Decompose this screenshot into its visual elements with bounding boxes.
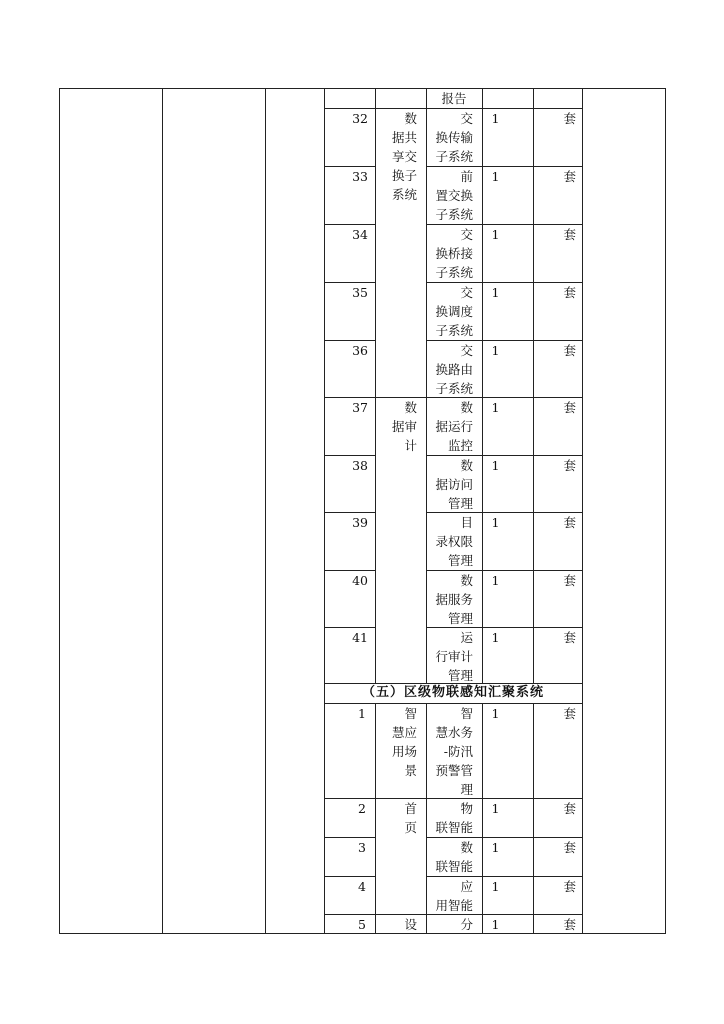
row-number: 3: [358, 840, 366, 855]
quantity: 1: [491, 573, 500, 588]
quantity: 1: [491, 111, 500, 126]
quantity: 1: [491, 458, 500, 473]
quantity: 1: [491, 917, 500, 932]
table-rule: [482, 703, 483, 933]
unit: 套: [563, 840, 576, 855]
category-name: 数 据审 计: [391, 400, 417, 453]
unit: 套: [563, 515, 576, 530]
row-number: 2: [358, 801, 366, 816]
row-number: 33: [352, 169, 368, 184]
item-name: 分: [460, 917, 473, 932]
row-number: 37: [352, 400, 368, 415]
item-name: 数 据服务 管理: [435, 573, 473, 626]
table-rule: [533, 703, 534, 933]
item-name: 数 据运行 监控: [435, 400, 473, 453]
unit: 套: [563, 706, 576, 721]
unit: 套: [563, 917, 576, 932]
item-name: 交 换传输 子系统: [435, 111, 473, 164]
unit: 套: [563, 227, 576, 242]
quantity: 1: [491, 630, 500, 645]
item-name: 物 联智能: [435, 801, 473, 835]
item-name: 交 换路由 子系统: [435, 343, 473, 396]
quantity: 1: [491, 706, 500, 721]
row-number: 36: [352, 343, 368, 358]
quantity: 1: [491, 285, 500, 300]
item-name: 交 换桥接 子系统: [435, 227, 473, 280]
item-name: 前 置交换 子系统: [435, 169, 473, 222]
row-number: 39: [352, 515, 368, 530]
item-name: 智 慧水务 -防汛 预警管 理: [435, 706, 473, 797]
unit: 套: [563, 343, 576, 358]
quantity: 1: [491, 515, 500, 530]
quantity: 1: [491, 169, 500, 184]
item-name: 应 用智能: [435, 879, 473, 913]
table-rule: [582, 88, 583, 933]
row-number: 4: [358, 879, 366, 894]
category-name: 数 据共 享交 换子 系统: [391, 111, 417, 202]
unit: 套: [563, 630, 576, 645]
table-rule: [665, 88, 666, 933]
unit: 套: [563, 879, 576, 894]
unit: 套: [563, 573, 576, 588]
table-rule: [59, 88, 60, 933]
category-name: 设: [404, 917, 417, 932]
unit: 套: [563, 169, 576, 184]
category-name: 首 页: [404, 801, 417, 835]
item-name: 交 换调度 子系统: [435, 285, 473, 338]
row-number: 35: [352, 285, 368, 300]
row-number: 32: [352, 111, 368, 126]
carry-over-item: 报告: [441, 91, 467, 106]
quantity: 1: [491, 400, 500, 415]
unit: 套: [563, 285, 576, 300]
item-name: 运 行审计 管理: [435, 630, 473, 683]
quantity: 1: [491, 343, 500, 358]
row-number: 5: [358, 917, 366, 932]
unit: 套: [563, 111, 576, 126]
unit: 套: [563, 400, 576, 415]
quantity: 1: [491, 879, 500, 894]
table-rule: [162, 88, 163, 933]
row-number: 41: [352, 630, 368, 645]
quantity: 1: [491, 840, 500, 855]
table-rule: [265, 88, 266, 933]
quantity: 1: [491, 801, 500, 816]
row-number: 38: [352, 458, 368, 473]
section-title: （五）区级物联感知汇聚系统: [361, 685, 544, 700]
table-rule: [59, 88, 666, 89]
row-number: 1: [358, 706, 366, 721]
item-name: 数 联智能: [435, 840, 473, 874]
quantity: 1: [491, 227, 500, 242]
row-number: 34: [352, 227, 368, 242]
row-number: 40: [352, 573, 368, 588]
item-name: 目 录权限 管理: [435, 515, 473, 568]
category-name: 智 慧应 用场 景: [391, 706, 417, 778]
unit: 套: [563, 801, 576, 816]
item-name: 数 据访问 管理: [435, 458, 473, 511]
unit: 套: [563, 458, 576, 473]
